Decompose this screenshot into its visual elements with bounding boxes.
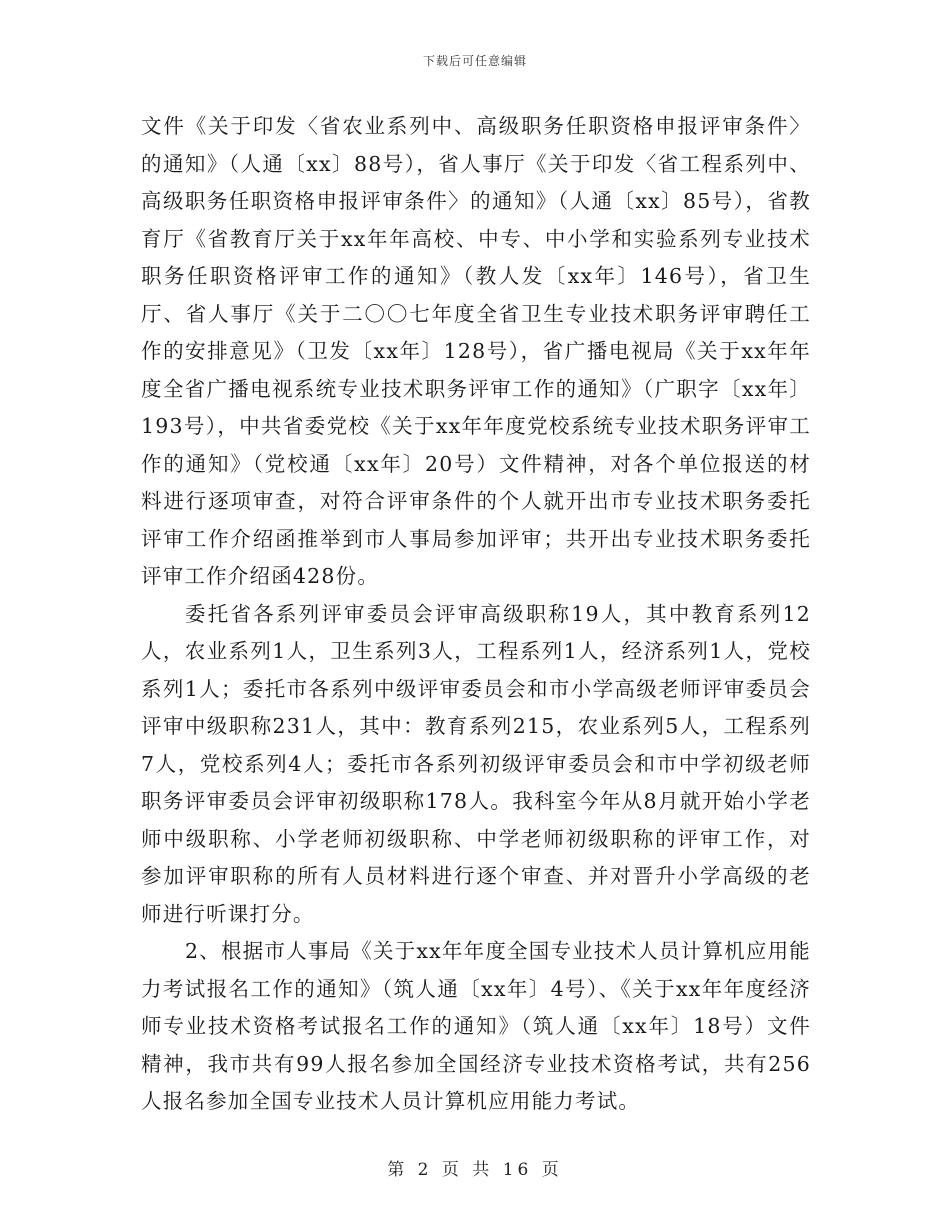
paragraph-exam-registration: 2、根据市人事局《关于xx年年度全国专业技术人员计算机应用能力考试报名工作的通知》（筑人通〔xx年〕4号）、《关于xx年年度经济师专业技术资格考试报名工作的通知》（筑人通〔xx年〕18号）文件精神，我市共有99人报名参加全国经济专业技术资格考试，共有256人报名参加全国专业技术人员计算机应用能力考试。 [141,939,811,1113]
page-footer: 第 2 页 共 16 页 [387,1160,563,1180]
document-body [141,108,811,1121]
paragraph-evaluation-stats: 委托省各系列评审委员会评审高级职称19人，其中教育系列12人，农业系列1人，卫生系列3人，工程系列1人，经济系列1人，党校系列1人；委托市各系列中级评审委员会和市小学高级老师评审委员会评审中级职称231人，其中：教育系列215，农业系列5人，工程系列7人，党校系列4人；委托市各系列初级评审委员会和市中学初级老师职务评审委员会评审初级职称178人。我科室今年从8月就开始小学老师中级职称、小学老师初级职称、中学老师初级职称的评审工作，对参加评审职称的所有人员材料进行逐个审查、并对晋升小学高级的老师进行听课打分。 [141,601,811,926]
page-header: 下载后可任意编辑 [422,54,527,68]
paragraph-continuation: 文件《关于印发〈省农业系列中、高级职务任职资格申报评审条件〉的通知》（人通〔xx〕88号），省人事厅《关于印发〈省工程系列中、高级职务任职资格申报评审条件〉的通知》（人通〔xx〕85号），省教育厅《省教育厅关于xx年年高校、中专、中小学和实验系列专业技术职务任职资格评审工作的通知》（教人发〔xx年〕146号），省卫生厅、省人事厅《关于二〇〇七年度全省卫生专业技术职务评审聘任工作的安排意见》（卫发〔xx年〕128号），省广播电视局《关于xx年年度全省广播电视系统专业技术职务评审工作的通知》（广职字〔xx年〕193号），中共省委党校《关于xx年年度党校系统专业技术职务评审工作的通知》（党校通〔xx年〕20号）文件精神，对各个单位报送的材料进行逐项审查，对符合评审条件的个人就开出市专业技术职务委托评审工作介绍函推举到市人事局参加评审；共开出专业技术职务委托评审工作介绍函428份。 [141,114,811,588]
